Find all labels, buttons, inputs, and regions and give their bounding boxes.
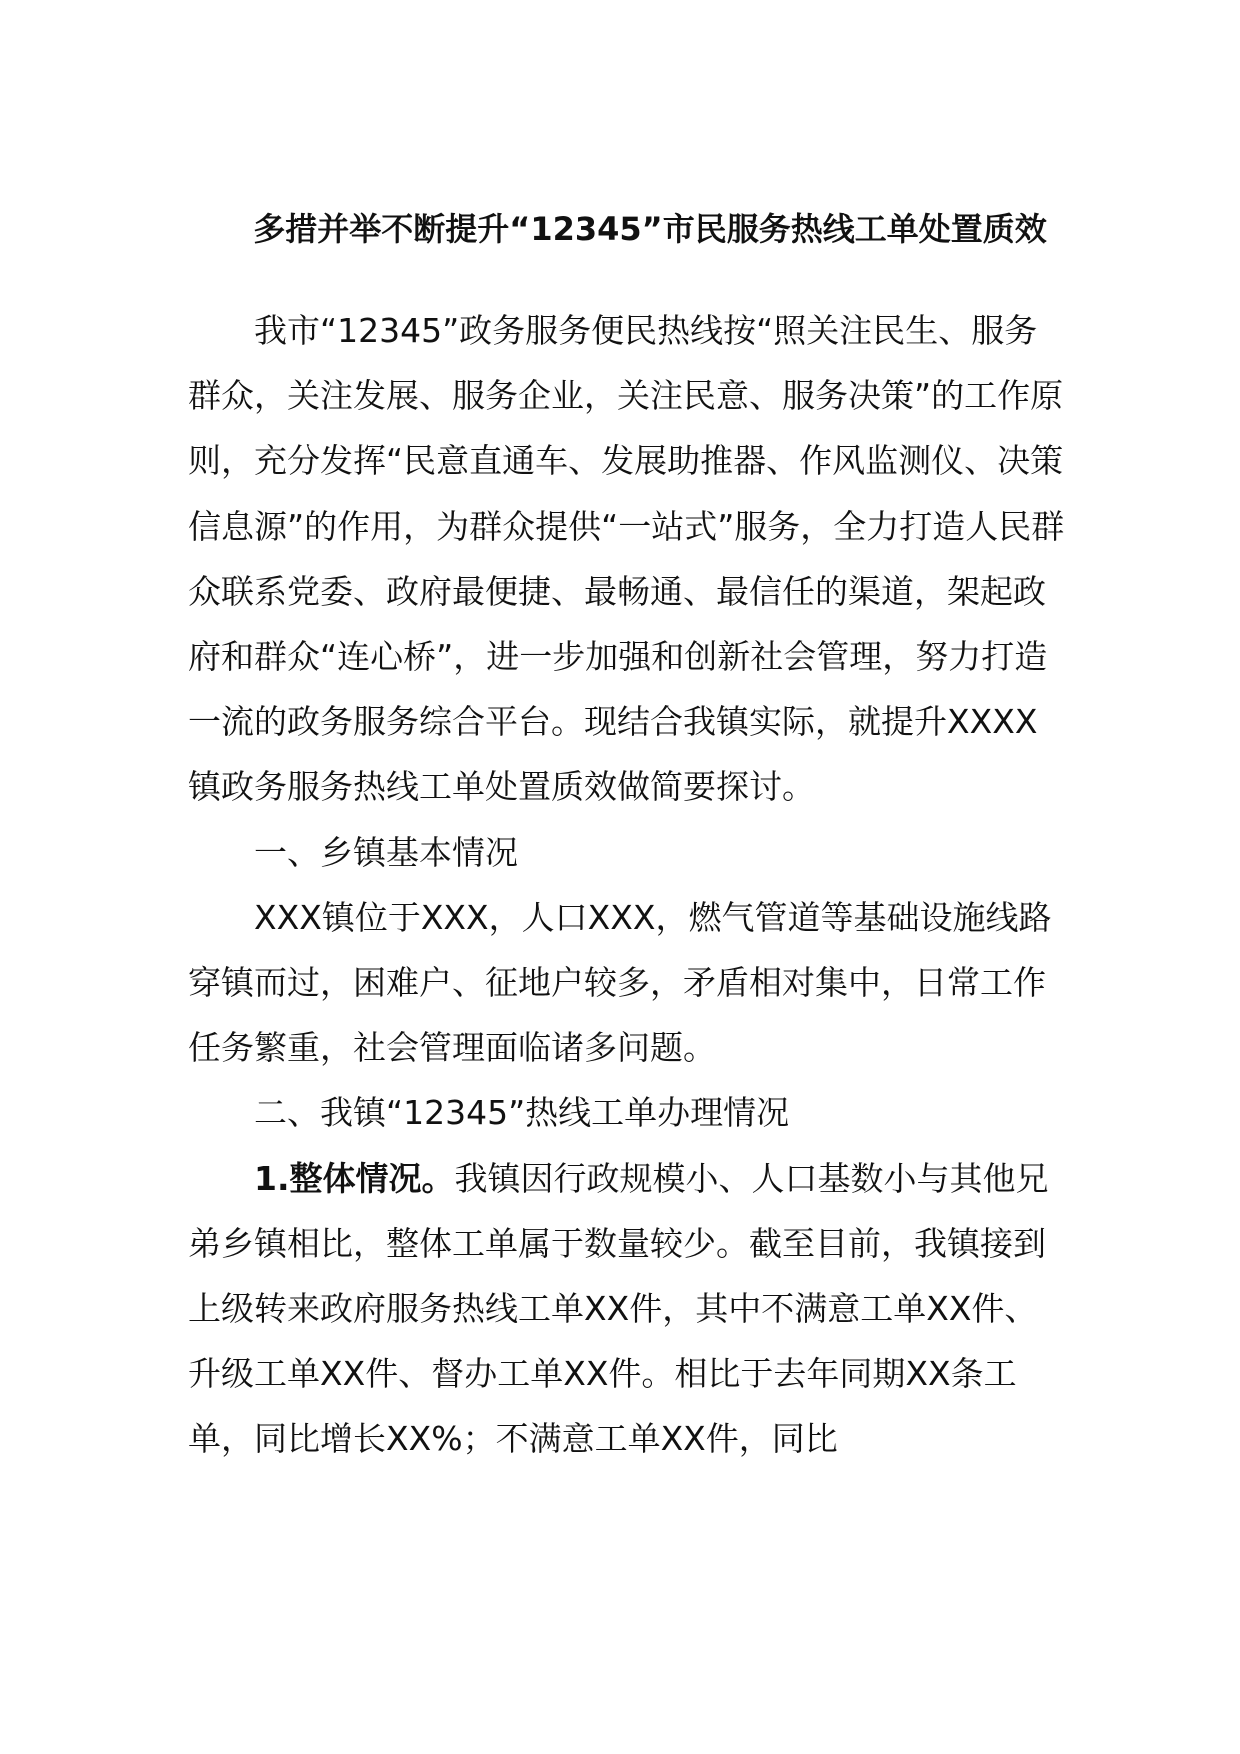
document-body: [188, 298, 1068, 1472]
section-heading-hotline-handling: 二、我镇“12345”热线工单办理情况: [254, 1093, 790, 1133]
intro-paragraph: 我市“12345”政务服务便民热线按“照关注民生、服务群众，关注发展、服务企业，关注民意、服务决策”的工作原则，充分发挥“民意直通车、发展助推器、作风监测仪、决策信息源”的作用，为群众提供“一站式”服务，全力打造人民群众联系党委、政府最便捷、最畅通、最信任的渠道，架起政府和群众“连心桥”，进一步加强和创新社会管理，努力打造一流的政务服务综合平台。现结合我镇实际，就提升XXXX镇政务服务热线工单处置质效做简要探讨。: [188, 311, 1065, 807]
overall-situation-paragraph: [188, 1146, 1068, 1472]
section-heading-basic-situation: 一、乡镇基本情况: [254, 832, 518, 872]
overall-situation-text: 我镇因行政规模小、人口基数小与其他兄弟乡镇相比，整体工单属于数量较少。截至目前，我镇接到上级转来政府服务热线工单XX件，其中不满意工单XX件、升级工单XX件、督办工单XX件。相比于去年同期XX条工单，同比增长XX%；不满意工单XX件，同比: [188, 1158, 1049, 1459]
overall-situation-lead: 1.整体情况。: [254, 1158, 455, 1198]
document-title: 多措并举不断提升“12345”市民服务热线工单处置质效: [253, 210, 1047, 248]
basic-situation-paragraph: XXX镇位于XXX，人口XXX，燃气管道等基础设施线路穿镇而过，困难户、征地户较多，矛盾相对集中，日常工作任务繁重，社会管理面临诸多问题。: [188, 897, 1052, 1068]
